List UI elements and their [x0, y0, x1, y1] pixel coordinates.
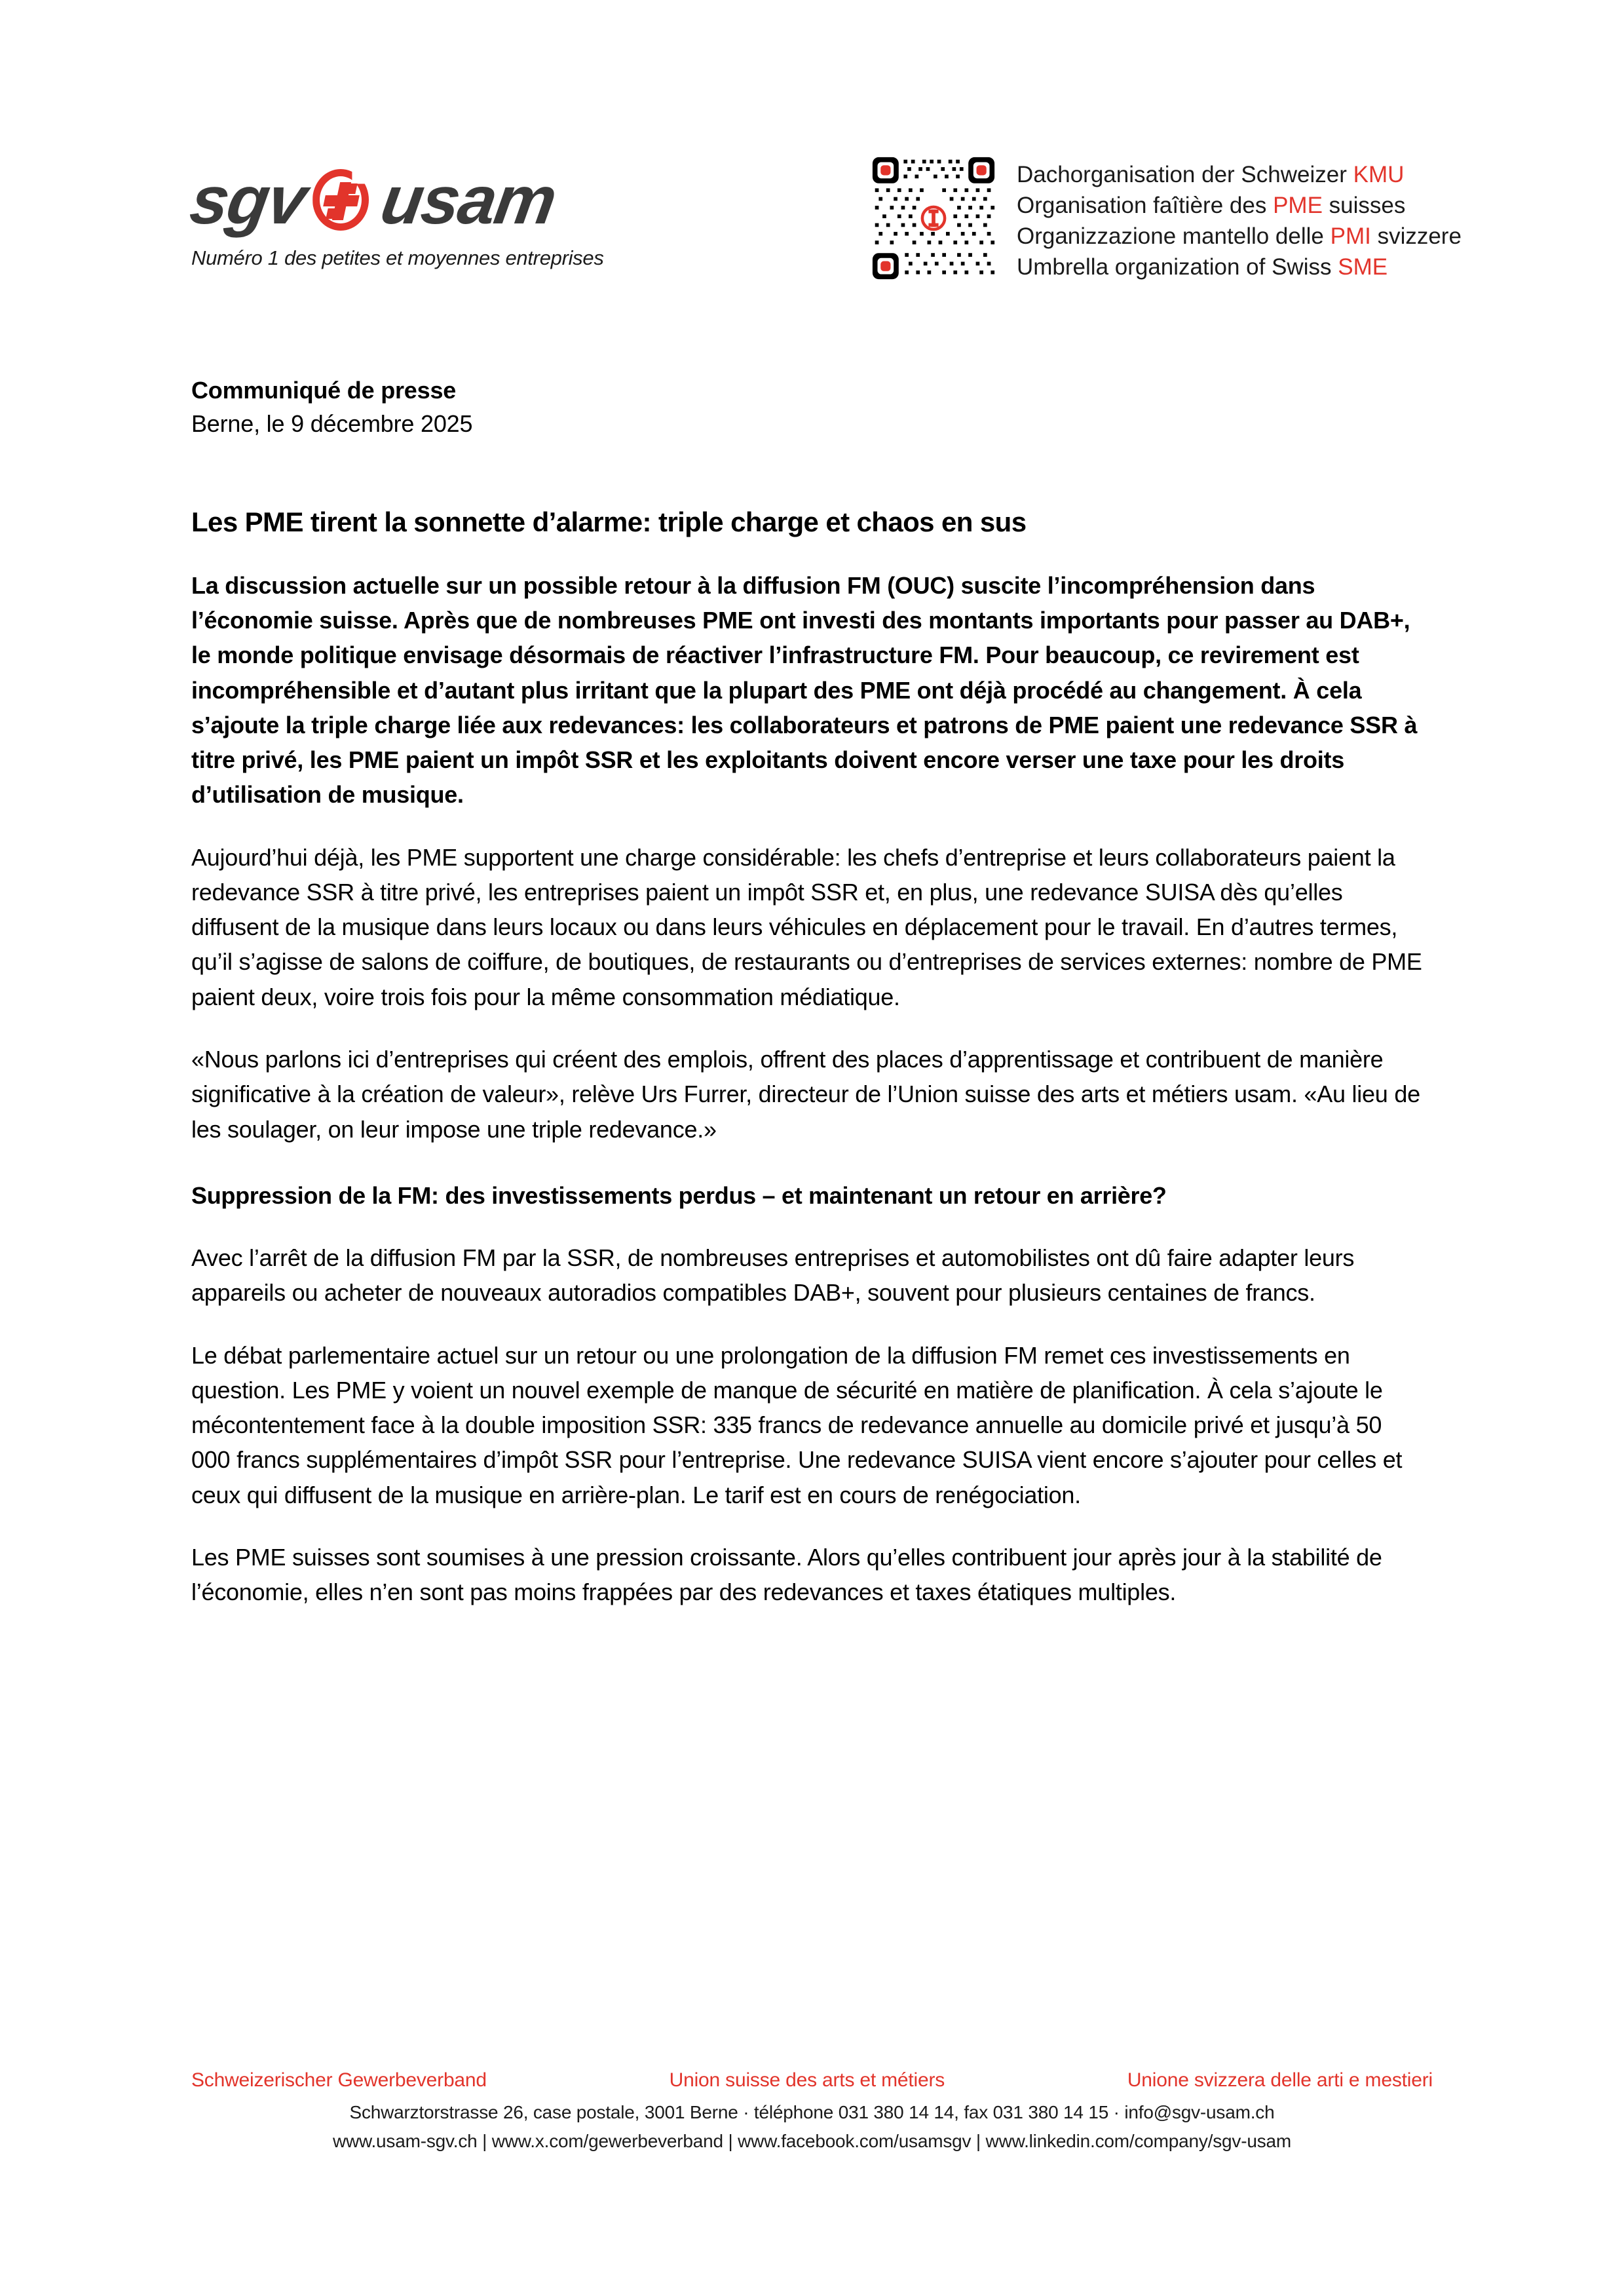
- org-line-it-prefix: Organizzazione mantello delle: [1017, 223, 1331, 249]
- org-line-en-accent: SME: [1338, 254, 1388, 280]
- org-line-en: [1017, 252, 1462, 283]
- org-line-fr-accent: PME: [1273, 192, 1323, 218]
- footer-org-it: Unione svizzera delle arti e mestieri: [1127, 2069, 1433, 2091]
- lead-paragraph: La discussion actuelle sur un possible retour à la diffusion FM (OUC) suscite l’incompréhension dans l’économie suisse. Après que de nombreuses PME ont investi des montants importants pour passer au DAB+, le monde politique envisage désormais de réactiver l’infrastructure FM. Pour beaucoup, ce revirement est incompréhensible et d’autant plus irritant que la plupart des PME ont déjà procédé au changement. À cela s’ajoute la triple charge liée aux redevances: les collaborateurs et patrons de PME paient une redevance SSR à titre privé, les PME paient un impôt SSR et les exploitants doivent encore verser une taxe pour les droits d’utilisation de musique.: [191, 571, 1418, 809]
- release-dateline: Berne, le 9 décembre 2025: [191, 410, 473, 438]
- footer-org-fr: Union suisse des arts et métiers: [669, 2069, 945, 2091]
- logo-wordmark-sgv: sgv: [185, 163, 311, 239]
- qr-code-icon: [871, 156, 996, 280]
- document-footer: [191, 2069, 1433, 2152]
- swiss-cross-circle-icon: [309, 166, 377, 235]
- body-paragraph-3: Avec l’arrêt de la diffusion FM par la SSR, de nombreuses entreprises et automobilistes ont dû faire adapter leurs appareils ou acheter de nouveaux autoradios compatibles DAB+, souvent pour plusieurs centaines de francs.: [191, 1244, 1355, 1307]
- quote-paragraph: «Nous parlons ici d’entreprises qui créent des emplois, offrent des places d’apprentissage et contribuent de manière significative à la création de valeur», relève Urs Furrer, directeur de l’Union suisse des arts et métiers usam. «Au lieu de les soulager, on leur impose une triple redevance.»: [191, 1046, 1420, 1143]
- body-paragraph-4: Le débat parlementaire actuel sur un retour ou une prolongation de la diffusion FM remet ces investissements en question. Les PME y voient un nouvel exemple de manque de sécurité en matière de planification. À cela s’ajoute le mécontentement face à la double imposition SSR: 335 francs de redevance annuelle au domicile privé et jusqu’à 50 000 francs supplémentaires d’impôt SSR pour l’entreprise. Une redevance SUISA vient encore s’ajouter pour celles et ceux qui diffusent de la musique en arrière-plan. Le tarif est en cours de renégociation.: [191, 1341, 1403, 1508]
- page-title: Les PME tirent la sonnette d’alarme: triple charge et chaos en sus: [191, 507, 1027, 538]
- organization-names-multilingual: [1017, 156, 1462, 283]
- release-type-label: Communiqué de presse: [191, 377, 457, 404]
- body-paragraph-5: Les PME suisses sont soumises à une pression croissante. Alors qu’elles contribuent jour après jour à la stabilité de l’économie, elles n’en sont pas moins frappées par des redevances et taxes étatiques multiples.: [191, 1543, 1382, 1606]
- org-line-de-accent: KMU: [1353, 162, 1405, 187]
- org-line-en-prefix: Umbrella organization of Swiss: [1017, 254, 1338, 280]
- footer-contact-line: Schwarztorstrasse 26, case postale, 3001 Berne · téléphone 031 380 14 14, fax 031 380 14 15 · info@sgv-usam.ch: [349, 2102, 1275, 2122]
- logo-tagline: Numéro 1 des petites et moyennes entreprises: [191, 246, 604, 269]
- document-body: [191, 373, 1426, 1633]
- org-line-fr-prefix: Organisation faîtière des: [1017, 192, 1274, 218]
- footer-org-de: Schweizerischer Gewerbeverband: [191, 2069, 487, 2091]
- org-line-fr: [1017, 191, 1462, 221]
- sgv-usam-logo: [185, 163, 611, 270]
- org-line-fr-suffix: suisses: [1322, 192, 1406, 218]
- footer-organization-names: [191, 2069, 1433, 2092]
- org-line-de: [1017, 160, 1462, 191]
- org-line-de-prefix: Dachorganisation der Schweizer: [1017, 162, 1353, 187]
- body-paragraph-1: Aujourd’hui déjà, les PME supportent une charge considérable: les chefs d’entreprise et leurs collaborateurs paient la redevance SSR à titre privé, les entreprises paient un impôt SSR et, en plus, une redevance SUISA dès qu’elles diffusent de la musique dans leurs locaux ou dans leurs véhicules en déplacement pour le travail. En d’autres termes, qu’il s’agisse de salons de coiffure, de boutiques, de restaurants ou d’entreprises de services externes: nombre de PME paient deux, voire trois fois pour la même consommation médiatique.: [191, 843, 1422, 1010]
- org-line-it-accent: PMI: [1330, 223, 1371, 249]
- header-qr-and-org-names: [871, 156, 1462, 283]
- document-header: [0, 0, 1624, 315]
- org-line-it-suffix: svizzere: [1370, 223, 1462, 249]
- org-line-it: [1017, 221, 1462, 252]
- logo-wordmark: [185, 163, 611, 239]
- footer-web-links[interactable]: www.usam-sgv.ch | www.x.com/gewerbeverband | www.facebook.com/usamsgv | www.linkedin.com/company/sgv-usam: [332, 2131, 1292, 2151]
- section-subheading: Suppression de la FM: des investissements perdus – et maintenant un retour en arrière?: [191, 1181, 1167, 1209]
- logo-wordmark-usam: usam: [376, 163, 561, 239]
